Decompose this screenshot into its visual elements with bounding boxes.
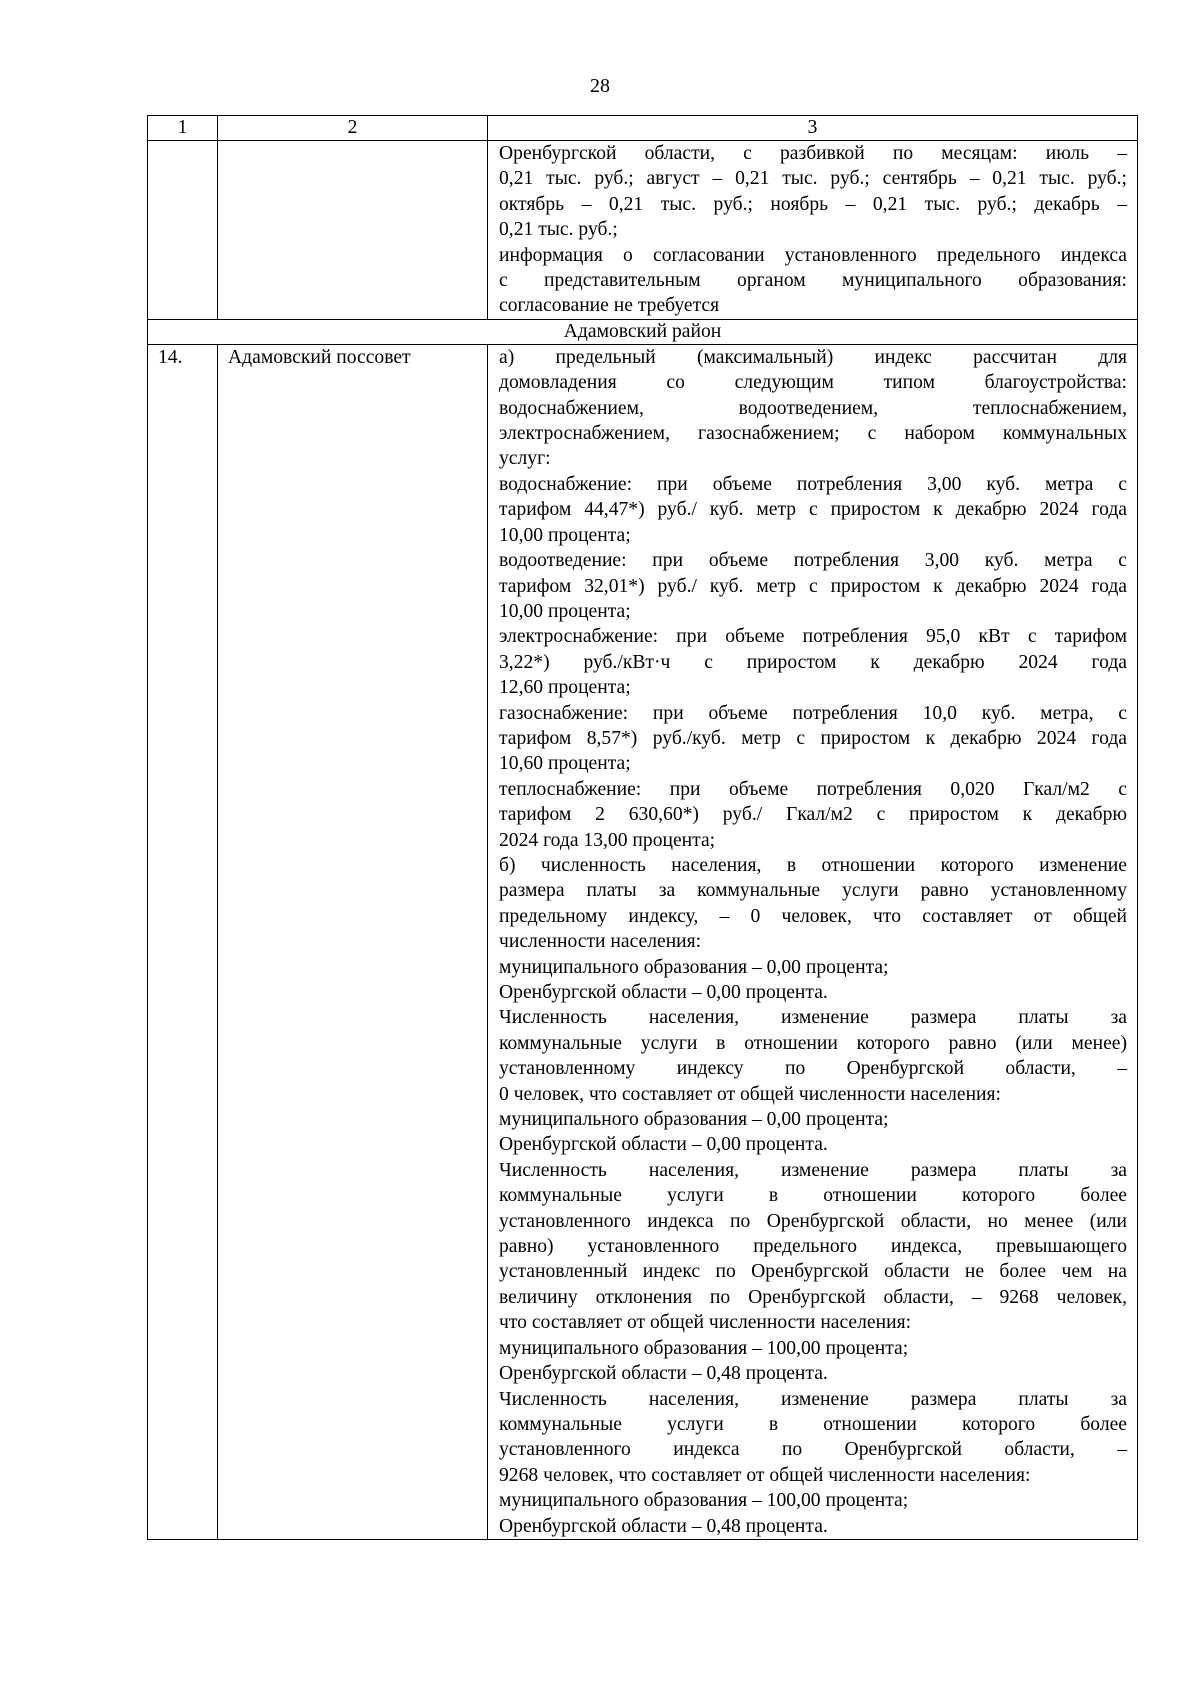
text-line: электроснабжением, газоснабжением; с набором коммунальных bbox=[499, 423, 1127, 445]
text-line: размера платы за коммунальные услуги равно установленному bbox=[499, 880, 1127, 902]
text-line: что составляет от общей численности населения: bbox=[499, 1312, 912, 1334]
header-row bbox=[148, 116, 1138, 141]
continuation-row bbox=[148, 141, 1138, 320]
text-line: муниципального образования – 100,00 процента; bbox=[499, 1337, 909, 1359]
municipality-name: Адамовский поссовет bbox=[228, 346, 411, 368]
text-line: домовладения со следующим типом благоустройства: bbox=[499, 372, 1127, 394]
text-line: Оренбургской области – 0,00 процента. bbox=[499, 1134, 828, 1156]
text-line: коммунальные услуги в отношении которого более bbox=[499, 1185, 1127, 1207]
continuation-number-cell bbox=[148, 141, 218, 320]
text-line: тарифом 32,01*) руб./ куб. метр с приростом к декабрю 2024 года bbox=[499, 575, 1127, 597]
text-line: услуг: bbox=[499, 448, 551, 470]
text-line: с представительным органом муниципального образования: bbox=[499, 270, 1127, 292]
text-line: Численность населения, изменение размера платы за bbox=[499, 1159, 1127, 1181]
table-row bbox=[148, 344, 1138, 1539]
text-line: установленного индекса по Оренбургской области, но менее (или bbox=[499, 1210, 1127, 1232]
text-line: 2024 года 13,00 процента; bbox=[499, 829, 716, 851]
text-line: установленному индексу по Оренбургской области, – bbox=[499, 1058, 1127, 1080]
text-line: водоснабжение: при объеме потребления 3,00 куб. метра с bbox=[499, 473, 1127, 495]
header-col-1: 1 bbox=[148, 116, 218, 141]
text-line: Численность населения, изменение размера платы за bbox=[499, 1388, 1127, 1410]
text-line: численности населения: bbox=[499, 931, 702, 953]
text-line: теплоснабжение: при объеме потребления 0,020 Гкал/м2 с bbox=[499, 778, 1127, 800]
continuation-text bbox=[488, 141, 1137, 319]
header-col-2: 2 bbox=[218, 116, 488, 141]
text-line: газоснабжение: при объеме потребления 10,0 куб. метра, с bbox=[499, 702, 1127, 724]
text-line: б) численность населения, в отношении которого изменение bbox=[499, 854, 1127, 876]
text-line: водоснабжением, водоотведением, теплоснабжением, bbox=[499, 397, 1127, 419]
text-line: предельному индексу, – 0 человек, что составляет от общей bbox=[499, 905, 1127, 927]
continuation-text-cell bbox=[488, 141, 1138, 320]
text-line: Оренбургской области, с разбивкой по месяцам: июль – bbox=[499, 143, 1127, 164]
text-line: 0,21 тыс. руб.; bbox=[499, 219, 618, 241]
district-row bbox=[148, 319, 1138, 344]
text-line: октябрь – 0,21 тыс. руб.; ноябрь – 0,21 тыс. руб.; декабрь – bbox=[499, 193, 1127, 215]
district-name: Адамовский район bbox=[148, 319, 1138, 344]
text-line: равно) установленного предельного индекса, превышающего bbox=[499, 1236, 1127, 1258]
text-line: электроснабжение: при объеме потребления 95,0 кВт с тарифом bbox=[499, 626, 1127, 648]
text-line: 10,00 процента; bbox=[499, 600, 631, 622]
text-line: Оренбургской области – 0,00 процента. bbox=[499, 982, 828, 1003]
text-line: а) предельный (максимальный) индекс рассчитан для bbox=[499, 346, 1127, 368]
text-line: водоотведение: при объеме потребления 3,00 куб. метра с bbox=[499, 550, 1127, 572]
text-line: Оренбургской области – 0,48 процента. bbox=[499, 1363, 828, 1385]
text-line: информация о согласовании установленного предельного индекса bbox=[499, 244, 1127, 266]
row-number-cell bbox=[148, 344, 218, 1539]
text-line: 0 человек, что составляет от общей численности населения: bbox=[499, 1083, 1002, 1105]
text-line: коммунальные услуги в отношении которого равно (или менее) bbox=[499, 1032, 1127, 1054]
page-number: 28 bbox=[590, 75, 610, 97]
text-line: коммунальные услуги в отношении которого более bbox=[499, 1413, 1127, 1435]
text-line: Оренбургской области – 0,48 процента. bbox=[499, 1515, 828, 1537]
text-line: 10,00 процента; bbox=[499, 524, 631, 546]
row-name-cell bbox=[218, 344, 488, 1539]
row-text-cell bbox=[488, 344, 1138, 1539]
document-table bbox=[147, 115, 1138, 1540]
header-col-3: 3 bbox=[488, 116, 1138, 141]
text-line: установленный индекс по Оренбургской области не более чем на bbox=[499, 1261, 1127, 1283]
text-line: тарифом 2 630,60*) руб./ Гкал/м2 с приростом к декабрю bbox=[499, 804, 1127, 826]
text-line: 3,22*) руб./кВт·ч с приростом к декабрю 2024 года bbox=[499, 651, 1127, 673]
text-line: 9268 человек, что составляет от общей численности населения: bbox=[499, 1464, 1031, 1486]
row-description bbox=[488, 345, 1137, 1539]
text-line: муниципального образования – 0,00 процента; bbox=[499, 956, 889, 978]
text-line: 10,60 процента; bbox=[499, 753, 631, 775]
text-line: величину отклонения по Оренбургской области, – 9268 человек, bbox=[499, 1286, 1127, 1308]
text-line: 12,60 процента; bbox=[499, 677, 631, 699]
text-line: установленного индекса по Оренбургской области, – bbox=[499, 1439, 1127, 1461]
text-line: согласование не требуется bbox=[499, 295, 720, 317]
text-line: Численность населения, изменение размера платы за bbox=[499, 1007, 1127, 1029]
text-line: 0,21 тыс. руб.; август – 0,21 тыс. руб.; сентябрь – 0,21 тыс. руб.; bbox=[499, 168, 1127, 190]
continuation-name-cell bbox=[218, 141, 488, 320]
text-line: тарифом 44,47*) руб./ куб. метр с приростом к декабрю 2024 года bbox=[499, 499, 1127, 521]
text-line: муниципального образования – 100,00 процента; bbox=[499, 1490, 909, 1512]
text-line: тарифом 8,57*) руб./куб. метр с приростом к декабрю 2024 года bbox=[499, 727, 1127, 749]
text-line: муниципального образования – 0,00 процента; bbox=[499, 1109, 889, 1131]
row-number: 14. bbox=[158, 346, 183, 368]
